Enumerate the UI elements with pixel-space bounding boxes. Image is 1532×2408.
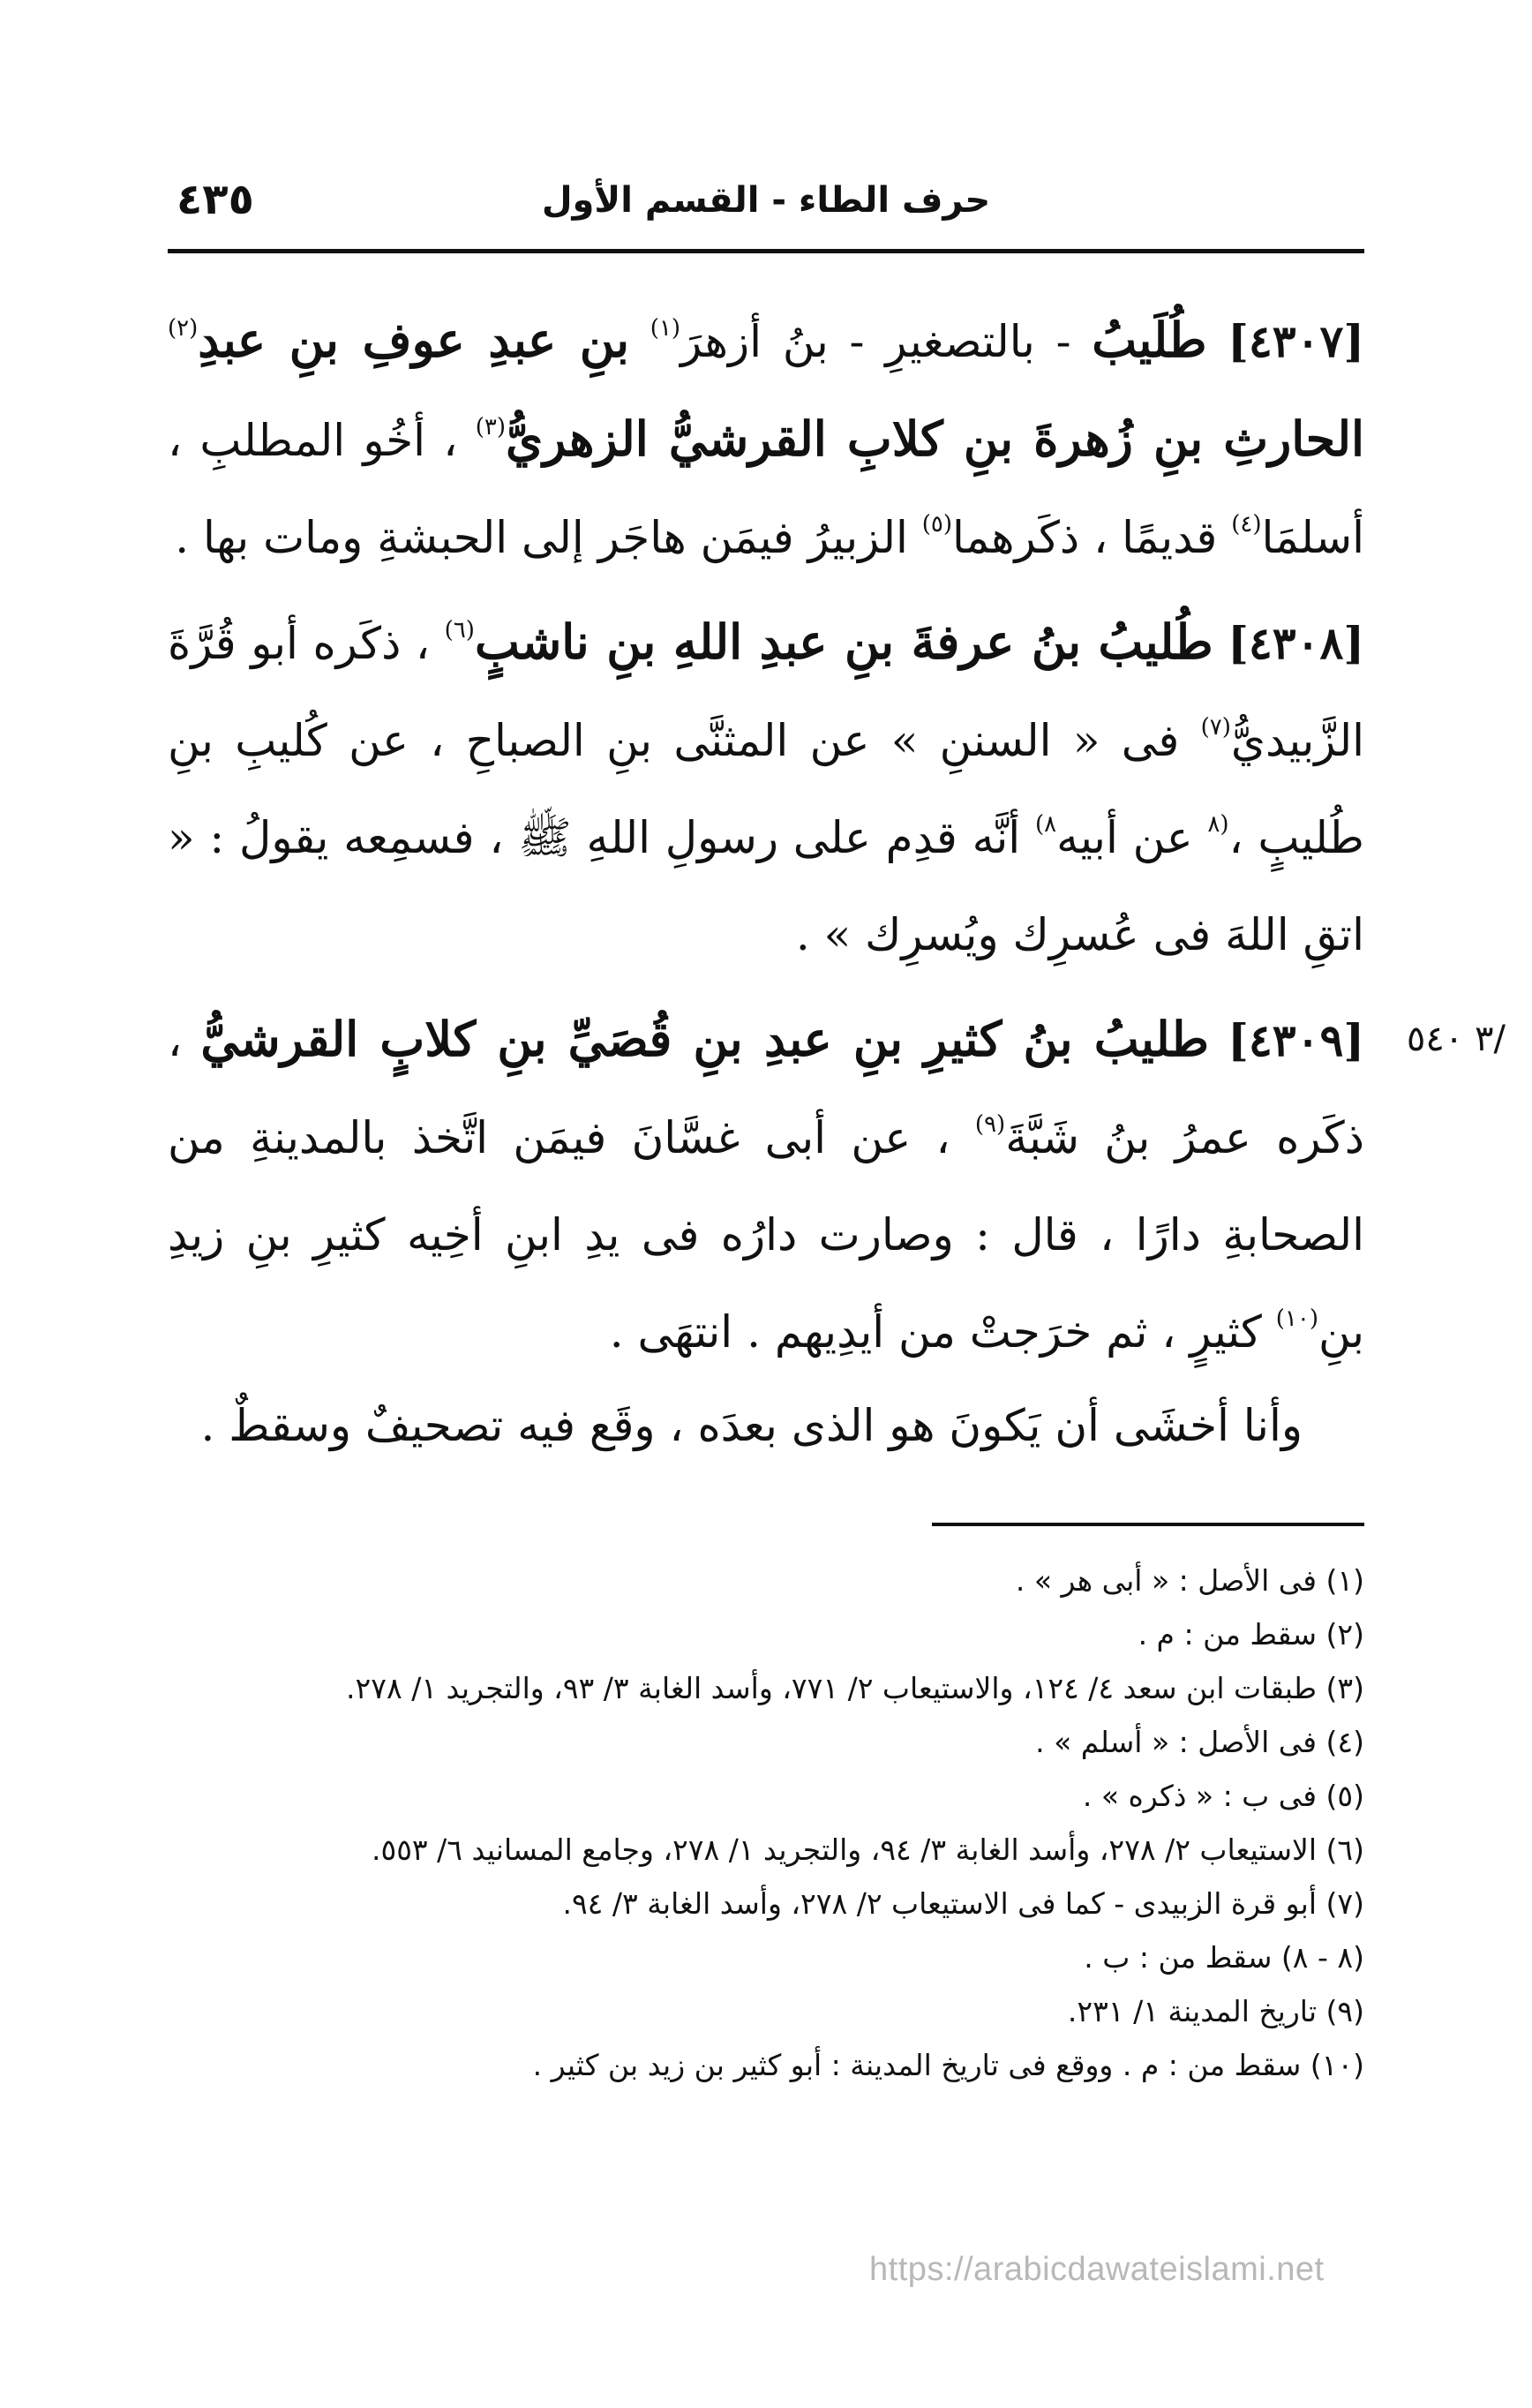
footnotes-list (168, 1554, 1364, 2092)
footnote-ref[interactable]: (٩) (974, 1111, 1006, 1138)
footnote-9: (٩) تاريخ المدينة ١/ ٢٣١. (1067, 1994, 1364, 2028)
footnote-ref[interactable]: (٥) (921, 511, 953, 538)
entry-name: طليبُ بنُ كثيرِ بنِ عبدِ بنِ قُصَيِّ بنِ كلابٍ القرشيُّ (200, 1011, 1209, 1067)
footnote-ref[interactable]: (٣) (475, 414, 506, 440)
entry-text: ، أخُو المطلبِ ، أسلمَا (168, 415, 1364, 563)
footnote-ref[interactable]: (١٠) (1275, 1306, 1319, 1332)
entry-name-cont: الحارثِ بنِ زُهرةَ بنِ كلابِ القرشيُّ الزهريُّ (505, 410, 1364, 467)
header-rule (168, 249, 1364, 253)
entry-4307 (168, 291, 1364, 586)
footnote-6: (٦) الاستيعاب ٢/ ٢٧٨، وأسد الغابة ٣/ ٩٤، والتجريد ١/ ٢٧٨، وجامع المسانيد ٦/ ٥٥٣. (371, 1832, 1364, 1867)
footnote-rule (932, 1523, 1364, 1526)
entry-text: ، ذكَره عمرُ بنُ شَبَّةَ (168, 1015, 1364, 1163)
entry-name: طُليبُ بنُ عرفةَ بنِ عبدِ اللهِ بنِ ناشبٍ (474, 613, 1213, 670)
entry-text: قديمًا ، ذكَرهما (952, 512, 1218, 563)
footnote-ref[interactable]: (١) (650, 315, 681, 342)
entry-number: [٤٣٠٨] (1228, 617, 1365, 669)
entry-name-cont: بنِ عبدِ عوفِ بنِ عبدِ (198, 312, 630, 368)
entry-text: الزبيرُ فيمَن هاجَر إلى الحبشةِ ومات بها . (175, 512, 908, 563)
entry-number: [٤٣٠٩] (1228, 1014, 1364, 1066)
entry-text: عن أبيه (1056, 812, 1193, 863)
footnote-ref[interactable]: (٦) (444, 617, 475, 643)
watermark-url: https://arabicdawateislami.net (869, 2251, 1325, 2288)
main-text (168, 291, 1506, 1381)
entry-text: كثيرٍ ، ثم خرَجتْ من أيدِيهم . انتهَى . (609, 1306, 1262, 1358)
footnote-ref[interactable]: (٤) (1231, 511, 1262, 538)
page-number: ٤٣٥ (176, 175, 254, 224)
entry-text: ، ذكَره أبو قُرَّةَ الزَّبيديُّ (168, 618, 1365, 766)
entry-text: فى « السننِ » عن المثنَّى بنِ الصباحِ ، عن كُليبِ بنِ طُليبٍ ، (168, 715, 1364, 863)
footnote-ref[interactable]: (٧) (1200, 714, 1231, 741)
footnote-ref[interactable]: (٨ (1207, 811, 1229, 838)
footnote-5: (٥) فى ب : « ذكره » . (1082, 1779, 1364, 1813)
entry-4309 (168, 990, 1506, 1381)
footnote-2: (٢) سقط من : م . (1138, 1617, 1364, 1652)
footnote-8: (٨ - ٨) سقط من : ب . (1084, 1940, 1364, 1975)
entry-name: طُلَيبُ (1092, 312, 1207, 368)
closing-remark: وأنا أخشَى أن يَكونَ هو الذى بعدَه ، وقَع فيه تصحيفٌ وسقطٌ . (200, 1400, 1303, 1451)
footnote-10: (١٠) سقط من : م . ووقع فى تاريخ المدينة : أبو كثير بن زيد بن كثير . (532, 2048, 1364, 2082)
margin-volume-ref: /٣ ٥٤٠ (1406, 1019, 1506, 1059)
entry-number: [٤٣٠٧] (1228, 315, 1364, 367)
running-title: حرف الطاء - القسم الأول (541, 180, 991, 221)
footnote-4: (٤) فى الأصل : « أسلم » . (1035, 1725, 1364, 1759)
running-header (168, 175, 1364, 237)
entry-text: - بالتصغيرِ - بنُ أزهرَ (680, 316, 1071, 367)
footnote-1: (١) فى الأصل : « أبى هر » . (1015, 1563, 1364, 1598)
footnote-7: (٧) أبو قرة الزبيدى - كما فى الاستيعاب ٢/ ٢٧٨، وأسد الغابة ٣/ ٩٤. (562, 1886, 1364, 1921)
entry-4308 (168, 593, 1364, 983)
entry-text: أنَّه قدِم على رسولِ اللهِ ﷺ ، فسمِعه يقولُ : « اتقِ اللهَ فى عُسرِك ويُسرِك » . (168, 812, 1364, 960)
footnote-ref[interactable]: (٢) (168, 315, 199, 342)
footnote-3: (٣) طبقات ابن سعد ٤/ ١٢٤، والاستيعاب ٢/ ٧٧١، وأسد الغابة ٣/ ٩٣، والتجريد ١/ ٢٧٨. (346, 1671, 1364, 1705)
footnote-ref[interactable]: ٨) (1035, 811, 1057, 838)
entry-text: ، عن أبى غسَّانَ فيمَن اتَّخذ بالمدينةِ من الصحابةِ دارًا ، قال : وصارت دارُه فى يدِ ابنِ أخِيه كثيرِ بنِ زيدِ بنِ (168, 1112, 1364, 1358)
